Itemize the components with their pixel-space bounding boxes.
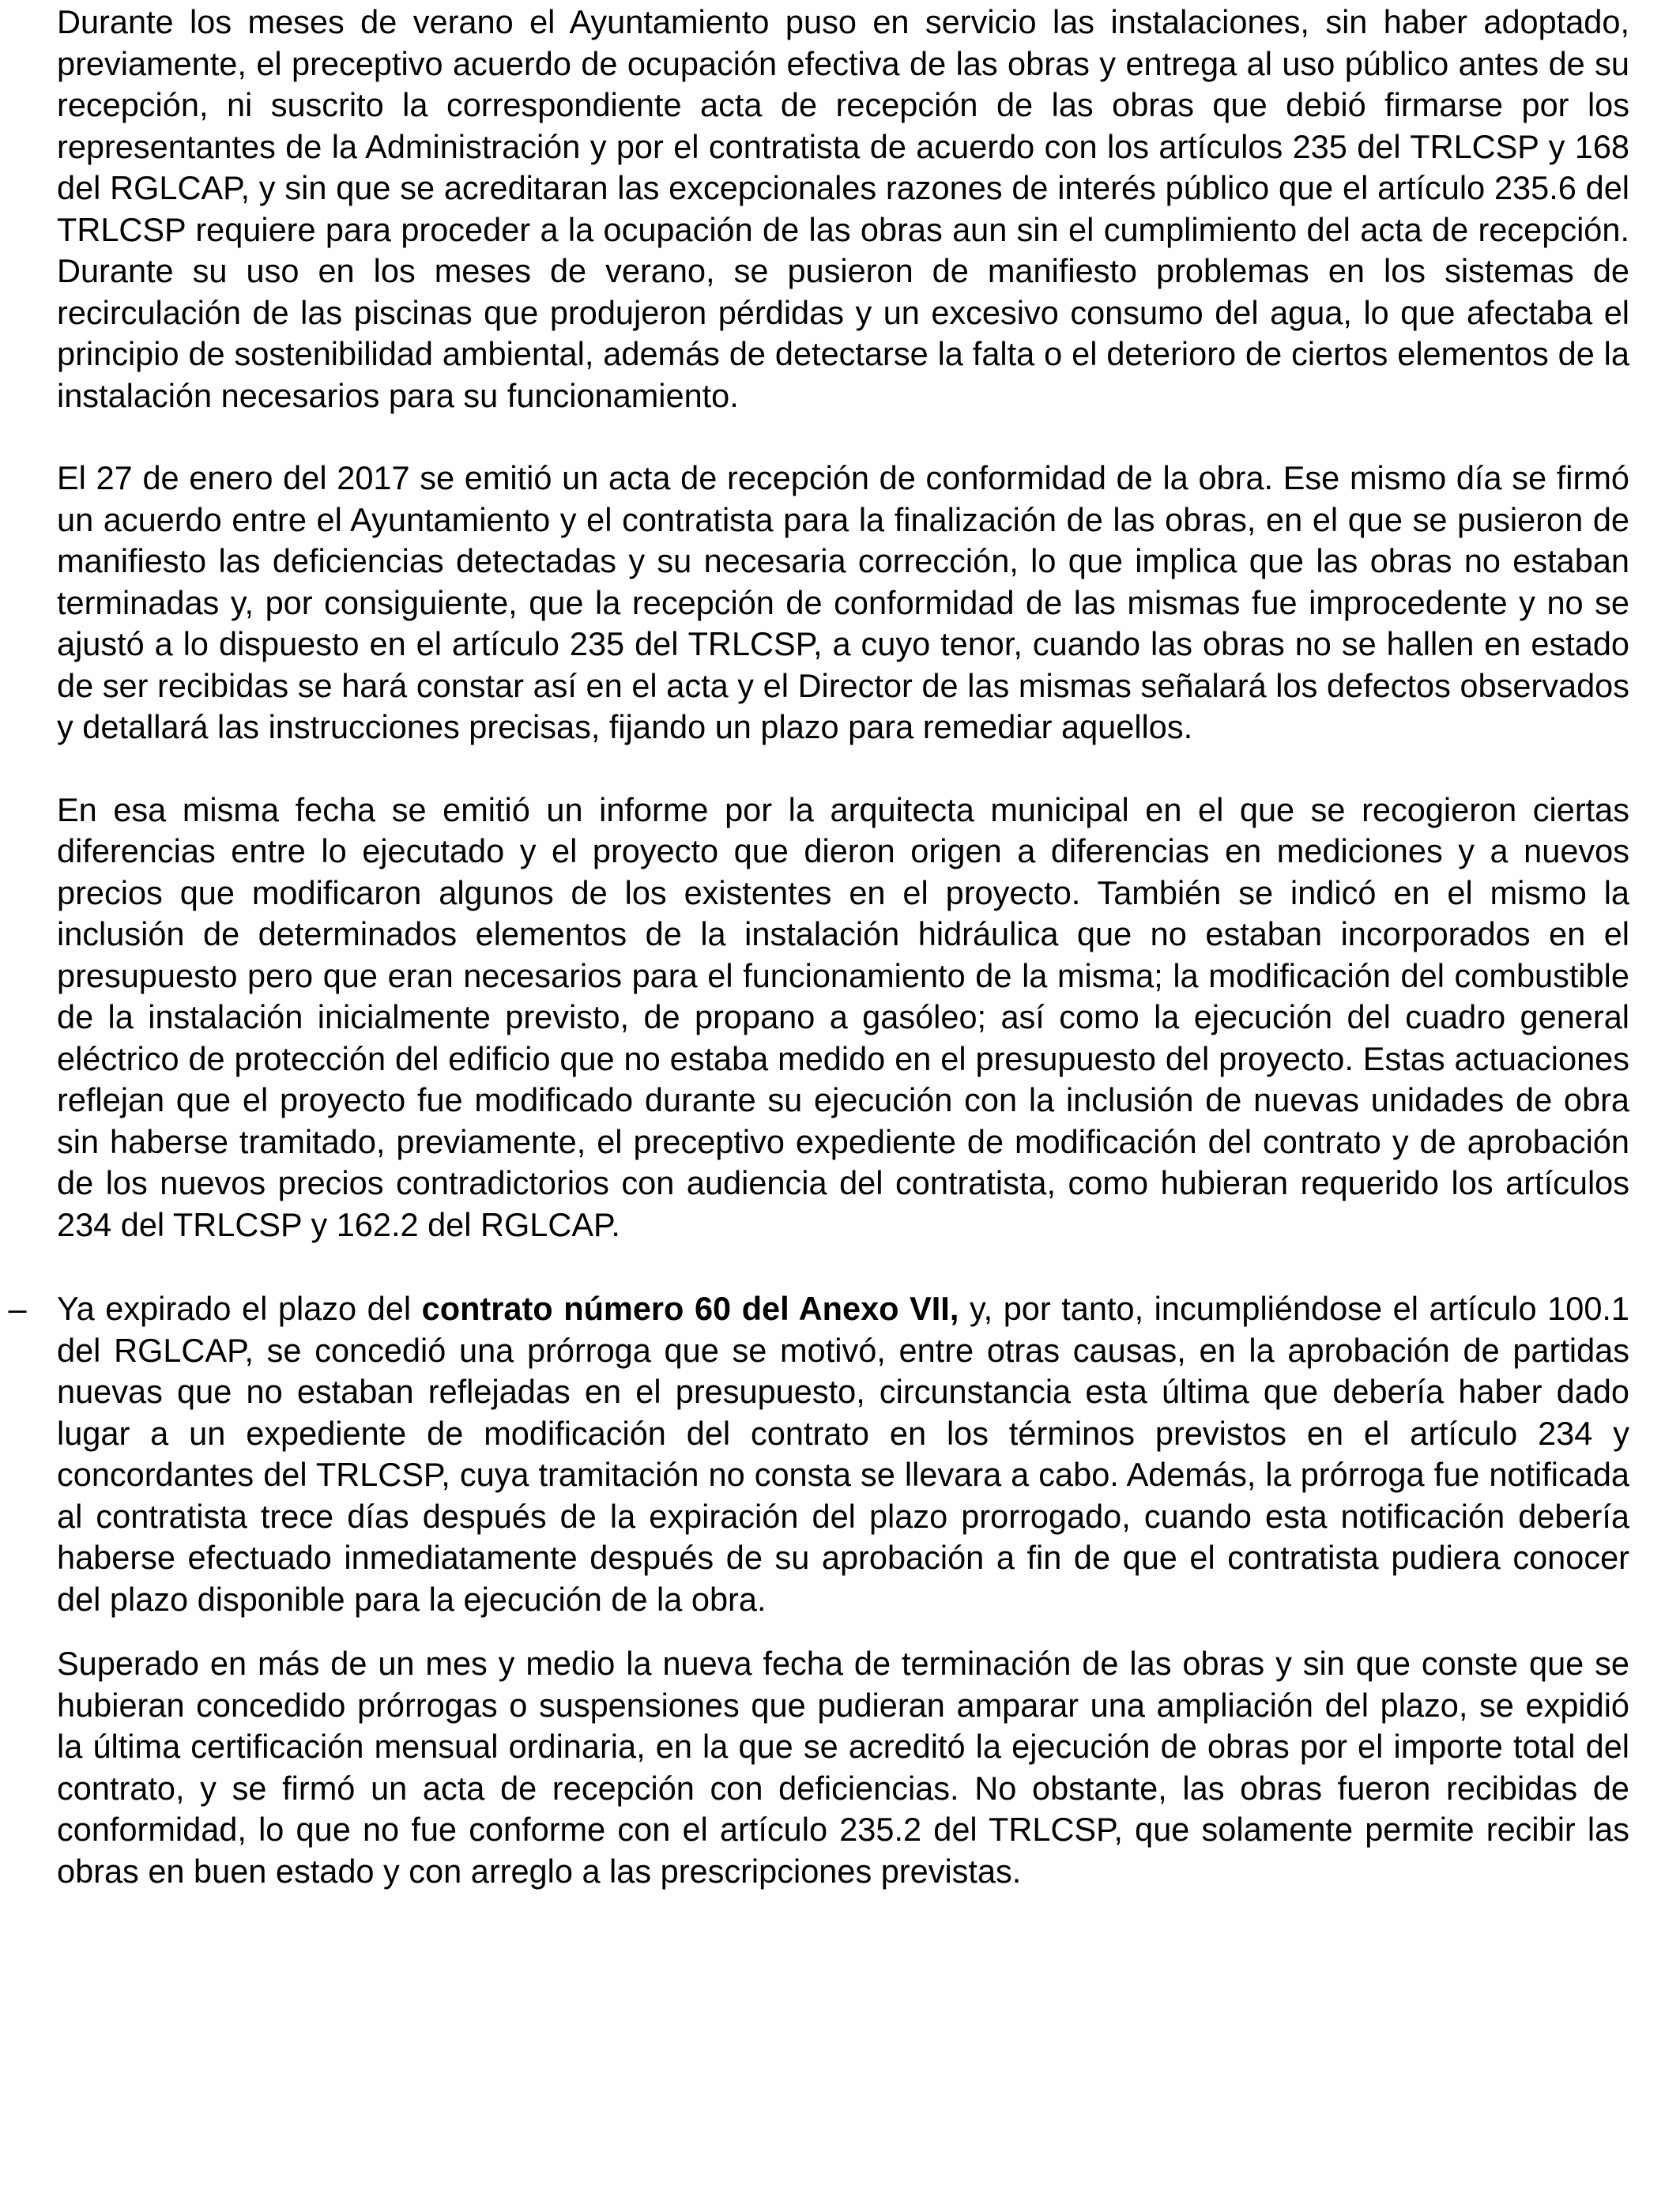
- paragraph-informe-arquitecta: En esa misma fecha se emitió un informe por la arquitecta municipal en el que se recogieron ciertas diferencias entre lo ejecutado y el proyecto que dieron origen a diferencias en mediciones y a nuevos precios que modificaron algunos de los existentes en el proyecto. También se indicó en el mismo la inclusión de determinados elementos de la instalación hidráulica que no estaban incorporados en el presupuesto pero que eran necesarios para el funcionamiento de la misma; la modificación del combustible de la instalación inicialmente previsto, de propano a gasóleo; así como la ejecución del cuadro general eléctrico de protección del edificio que no estaba medido en el presupuesto del proyecto. Estas actuaciones reflejan que el proyecto fue modificado durante su ejecución con la inclusión de nuevas unidades de obra sin haberse tramitado, previamente, el preceptivo expediente de modificación del contrato y de aprobación de los nuevos precios contradictorios con audiencia del contratista, como hubieran requerido los artículos 234 del TRLCSP y 162.2 del RGLCAP.: [57, 790, 1629, 1243]
- bullet-text-after: y, por tanto, incumpliéndose el artículo 100.1 del RGLCAP, se concedió una prórroga que se motivó, entre otras causas, en la aprobación de partidas nuevas que no estaban reflejadas en el presupuesto, circunstancia esta última que debería haber dado lugar a un expediente de modificación del contrato en los términos previstos en el artículo 234 y concordantes del TRLCSP, cuya tramitación no consta se llevara a cabo. Además, la prórroga fue notificada al contratista trece días después de la expiración del plazo prorrogado, cuando esta notificación debería haberse efectuado inmediatamente después de su aprobación a fin de que el contratista pudiera conocer del plazo disponible para la ejecución de la obra.: [57, 1290, 1630, 1618]
- paragraph-acta-recepcion: El 27 de enero del 2017 se emitió un acta de recepción de conformidad de la obra. Ese mismo día se firmó un acuerdo entre el Ayuntamiento y el contratista para la finalización de las obras, en el que se pusieron de manifiesto las deficiencias detectadas y su necesaria corrección, lo que implica que las obras no estaban terminadas y, por consiguiente, que la recepción de conformidad de las mismas fue improcedente y no se ajustó a lo dispuesto en el artículo 235 del TRLCSP, a cuyo tenor, cuando las obras no se hallen en estado de ser recibidas se hará constar así en el acta y el Director de las mismas señalará los defectos observados y detallará las instrucciones precisas, fijando un plazo para remediar aquellos.: [57, 459, 1629, 745]
- paragraph-ocupacion-instalaciones: Durante los meses de verano el Ayuntamiento puso en servicio las instalaciones, sin haber adoptado, previamente, el preceptivo acuerdo de ocupación efectiva de las obras y entrega al uso público antes de su recepción, ni suscrito la correspondiente acta de recepción de las obras que debió firmarse por los representantes de la Administración y por el contratista de acuerdo con los artículos 235 del TRLCSP y 168 del RGLCAP, y sin que se acreditaran las excepcionales razones de interés público que el artículo 235.6 del TRLCSP requiere para proceder a la ocupación de las obras aun sin el cumplimiento del acta de recepción. Durante su uso en los meses de verano, se pusieron de manifiesto problemas en los sistemas de recirculación de las piscinas que produjeron pérdidas y un excesivo consumo del agua, lo que afectaba el principio de sostenibilidad ambiental, además de detectarse la falta o el deterioro de ciertos elementos de la instalación necesarios para su funcionamiento.: [57, 3, 1629, 414]
- bullet-text-before: Ya expirado el plazo del: [57, 1290, 422, 1327]
- bullet-item-contrato-60: [8, 1288, 1630, 1620]
- dash-bullet-icon: –: [8, 1290, 27, 1327]
- bullet-text-bold: contrato número 60 del Anexo VII,: [421, 1290, 959, 1327]
- bullet-paragraph: [57, 1288, 1629, 1620]
- paragraph-superado-plazo: Superado en más de un mes y medio la nueva fecha de terminación de las obras y sin que conste que se hubieran concedido prórrogas o suspensiones que pudieran amparar una ampliación del plazo, se expidió la última certificación mensual ordinaria, en la que se acreditó la ejecución de obras por el importe total del contrato, y se firmó un acta de recepción con deficiencias. No obstante, las obras fueron recibidas de conformidad, lo que no fue conforme con el artículo 235.2 del TRLCSP, que solamente permite recibir las obras en buen estado y con arreglo a las prescripciones previstas.: [57, 1645, 1629, 1890]
- document-page: [8, 0, 1630, 1892]
